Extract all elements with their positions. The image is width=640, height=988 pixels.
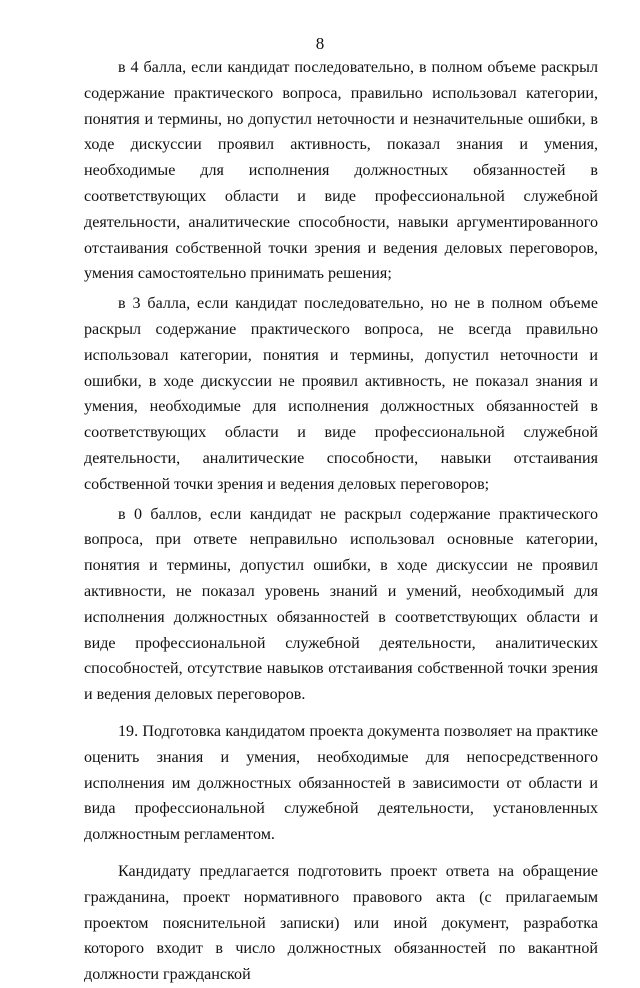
paragraph-0-points: в 0 баллов, если кандидат не раскрыл содержание практического вопроса, при ответе неправильно использовал основные категории, понятия и термины, допустил ошибки, в ходе дискуссии не проявил активности, не показал уровень знаний и умений, необходимый для исполнения должностных обязанностей в соответствующих области и виде профессиональной служебной деятельности, аналитических способностей, отсутствие навыков отстаивания собственной точки зрения и ведения деловых переговоров. [84,505,598,704]
page-number: 8 [315,34,325,53]
document-body [84,55,598,988]
paragraph-candidate-task: Кандидату предлагается подготовить проект ответа на обращение гражданина, проект нормативного правового акта (с прилагаемым проектом пояснительной записки) или иной документ, разработка которого входит в число должностных обязанностей по вакантной должности гражданской [84,862,598,984]
paragraph-item-19: 19. Подготовка кандидатом проекта документа позволяет на практике оценить знания и умения, необходимые для непосредственного исполнения им должностных обязанностей в зависимости от области и вида профессиональной служебной деятельности, установленных должностным регламентом. [84,722,598,844]
paragraph-4-points: в 4 балла, если кандидат последовательно, в полном объеме раскрыл содержание практического вопроса, правильно использовал категории, понятия и термины, но допустил неточности и незначительные ошибки, в ходе дискуссии проявил активность, показал знания и умения, необходимые для исполнения должностных обязанностей в соответствующих области и виде профессиональной служебной деятельности, аналитические способности, навыки аргументированного отстаивания собственной точки зрения и ведения деловых переговоров, умения самостоятельно принимать решения; [84,59,598,283]
paragraph-3-points: в 3 балла, если кандидат последовательно, но не в полном объеме раскрыл содержание практического вопроса, не всегда правильно использовал категории, понятия и термины, допустил неточности и ошибки, в ходе дискуссии не проявил активность, не показал знания и умения, необходимые для исполнения должностных обязанностей в соответствующих области и виде профессиональной служебной деятельности, аналитические способности, навыки отстаивания собственной точки зрения и ведения деловых переговоров; [84,295,598,493]
